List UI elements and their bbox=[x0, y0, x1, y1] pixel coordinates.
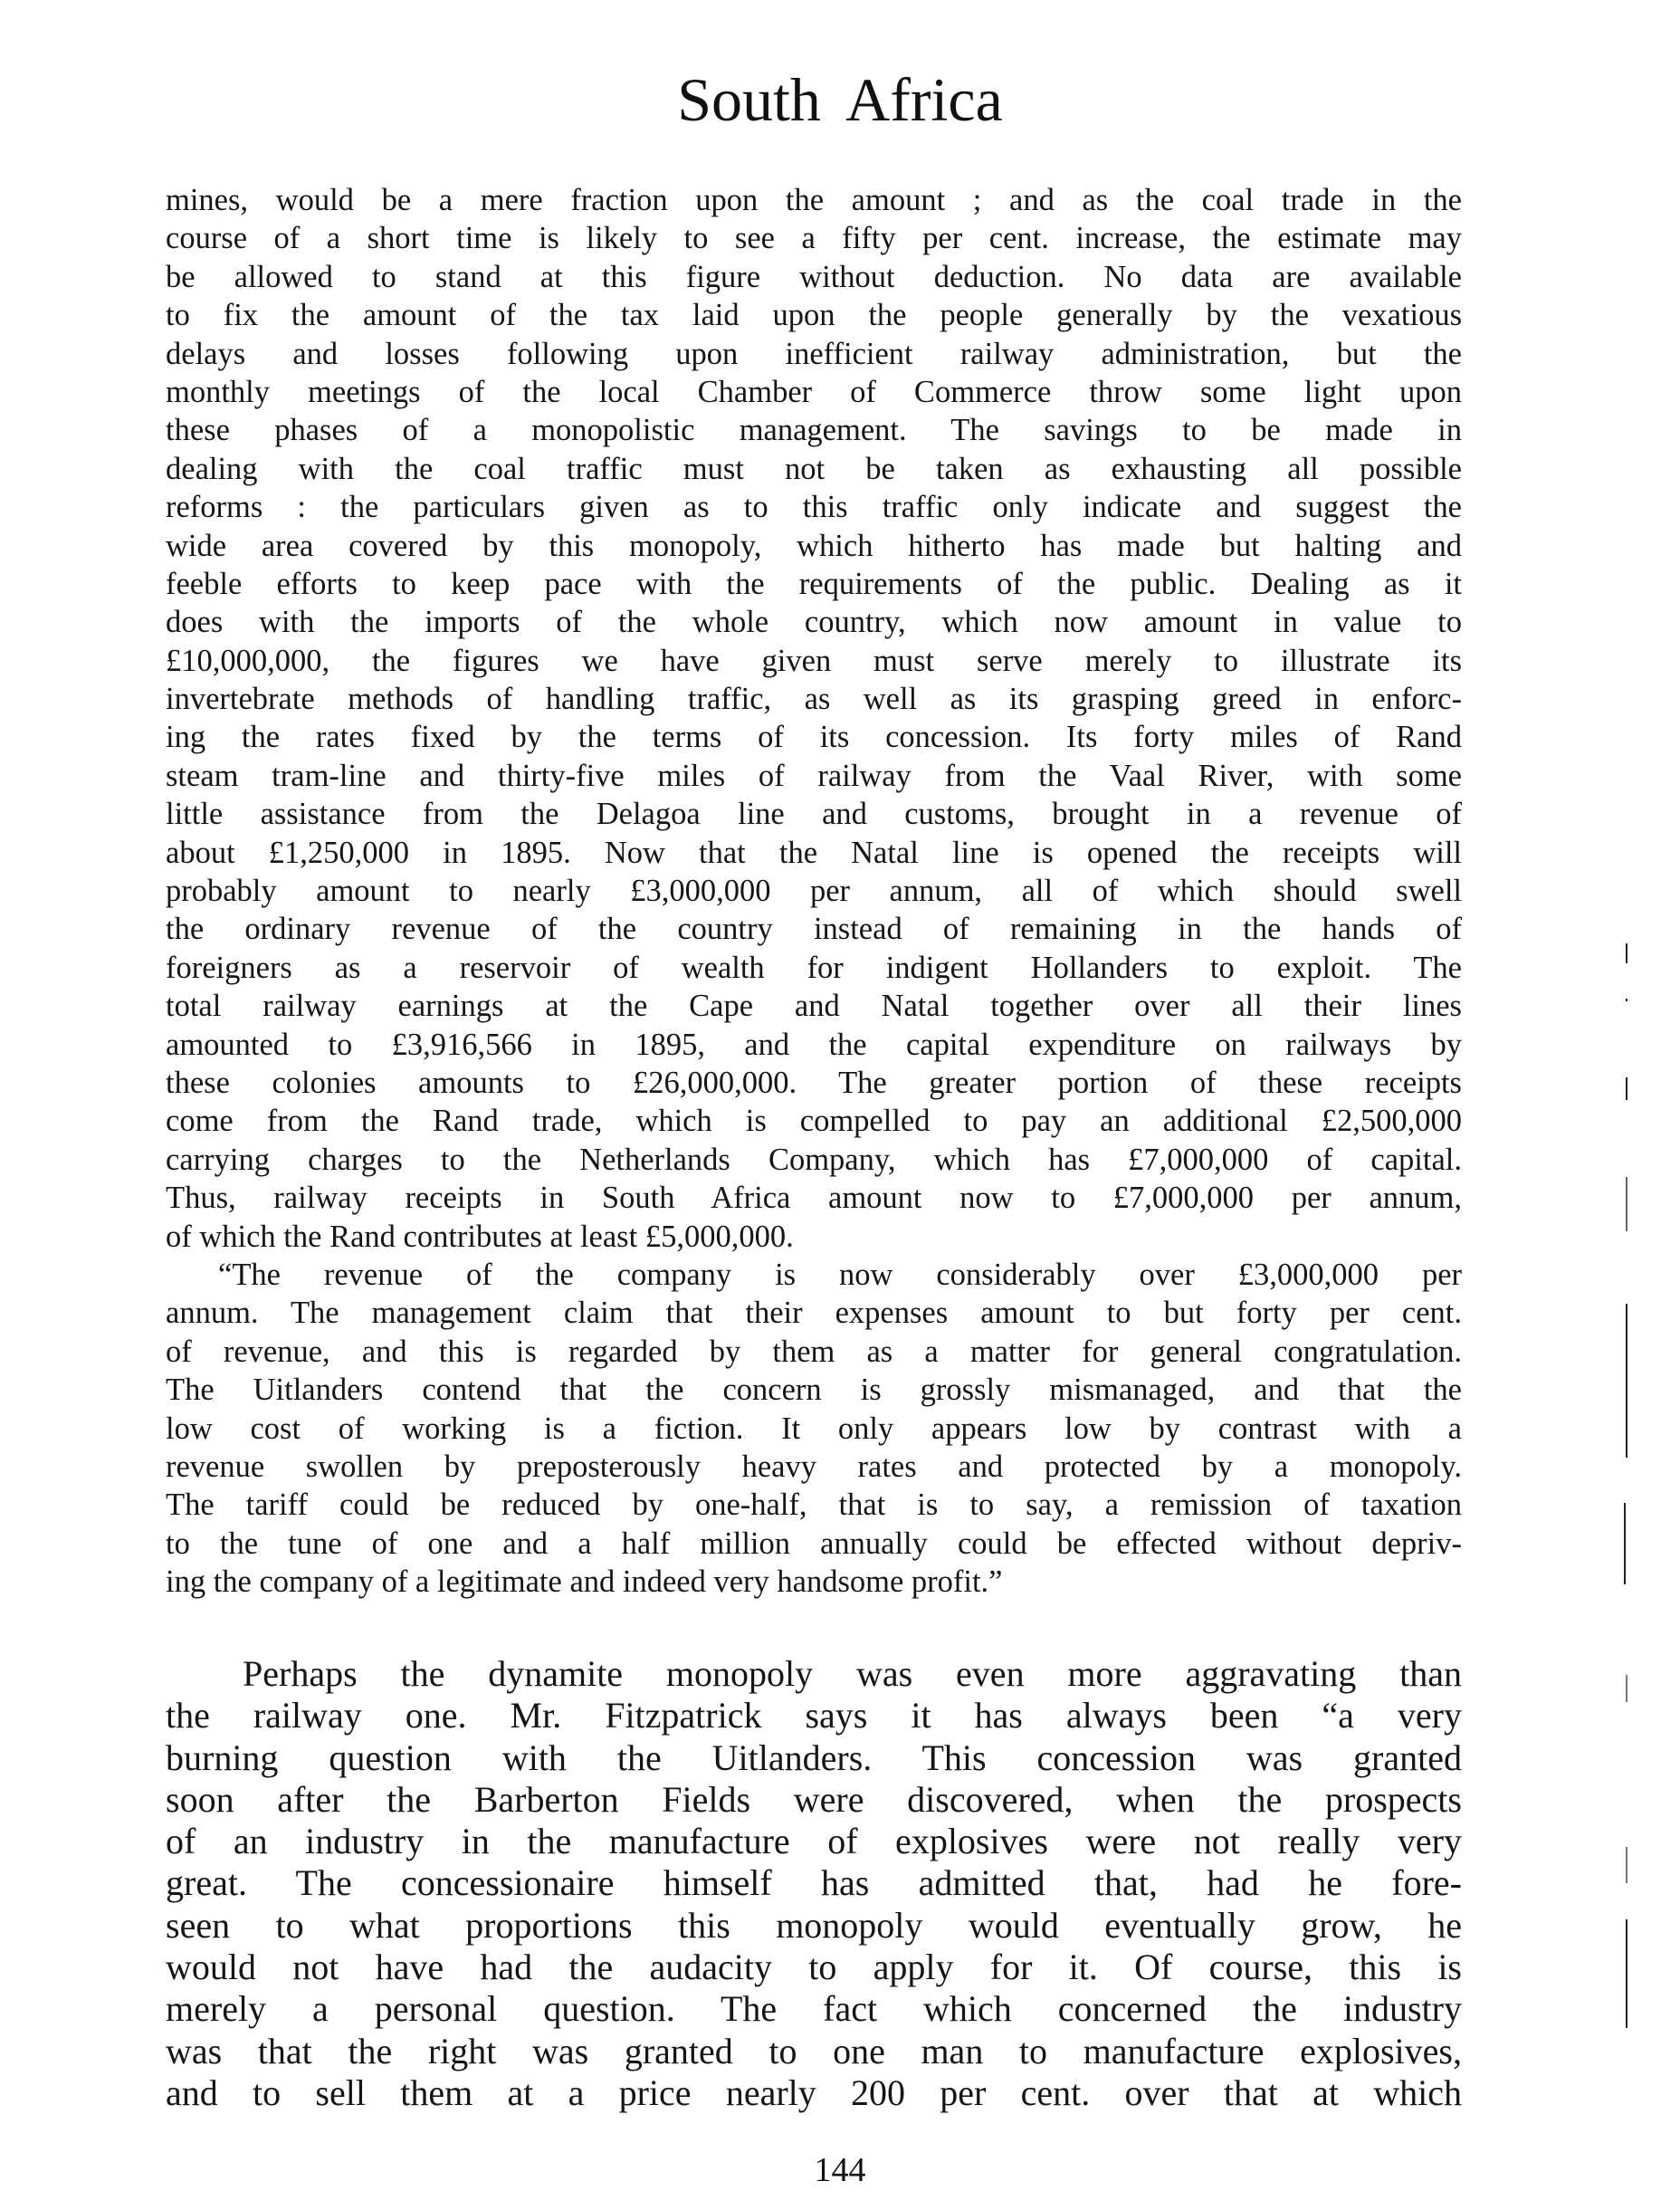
paragraph-dynamite-monopoly bbox=[166, 1653, 1462, 2114]
text-line: to the tune of one and a half million annually could be effected without depriv- bbox=[166, 1526, 1462, 1561]
text-line: little assistance from the Delagoa line and customs, brought in a revenue of bbox=[166, 797, 1462, 832]
scan-artifact bbox=[1626, 1077, 1628, 1100]
text-line: be allowed to stand at this figure without deduction. No data are available bbox=[166, 259, 1462, 294]
text-line: about £1,250,000 in 1895. Now that the Natal line is opened the receipts will bbox=[166, 835, 1462, 870]
text-line: amounted to £3,916,566 in 1895, and the capital expenditure on railways by bbox=[166, 1027, 1462, 1062]
text-line: The Uitlanders contend that the concern is grossly mismanaged, and that the bbox=[166, 1373, 1462, 1408]
scan-artifact bbox=[1624, 1503, 1626, 1584]
text-line: revenue swollen by preposterously heavy rates and protected by a monopoly. bbox=[166, 1449, 1462, 1484]
text-line: seen to what proportions this monopoly would eventually grow, he bbox=[166, 1904, 1462, 1946]
text-line: monthly meetings of the local Chamber of Commerce throw some light upon bbox=[166, 374, 1462, 409]
scan-artifact bbox=[1626, 1675, 1628, 1702]
scan-artifact bbox=[1626, 943, 1628, 963]
text-line: annum. The management claim that their expenses amount to but forty per cent. bbox=[166, 1296, 1462, 1331]
text-line: ing the rates fixed by the terms of its concession. Its forty miles of Rand bbox=[166, 720, 1462, 755]
large-type-block bbox=[166, 1653, 1462, 2114]
text-line: low cost of working is a fiction. It only appears low by contrast with a bbox=[166, 1411, 1462, 1446]
text-line: and to sell them at a price nearly 200 per cent. over that at which bbox=[166, 2071, 1462, 2113]
text-line: the railway one. Mr. Fitzpatrick says it has always been “a very bbox=[166, 1695, 1462, 1736]
text-line: The tariff could be reduced by one-half, that is to say, a remission of taxation bbox=[166, 1488, 1462, 1523]
text-line: great. The concessionaire himself has admitted that, had he fore- bbox=[166, 1862, 1462, 1904]
scan-artifact bbox=[1626, 1304, 1628, 1458]
text-line: does with the imports of the whole country, which now amount in value to bbox=[166, 605, 1462, 640]
text-line: foreigners as a reservoir of wealth for indigent Hollanders to exploit. The bbox=[166, 950, 1462, 985]
text-line: of an industry in the manufacture of explosives were not really very bbox=[166, 1821, 1462, 1862]
text-line: reforms : the particulars given as to this traffic only indicate and suggest the bbox=[166, 490, 1462, 525]
text-line: come from the Rand trade, which is compelled to pay an additional £2,500,000 bbox=[166, 1104, 1462, 1139]
text-line: was that the right was granted to one man to manufacture explosives, bbox=[166, 2030, 1462, 2071]
scan-artifact bbox=[1626, 1177, 1628, 1231]
scan-artifact bbox=[1626, 1919, 1628, 2028]
small-type-block bbox=[166, 181, 1462, 1601]
text-line: these colonies amounts to £26,000,000. The greater portion of these receipts bbox=[166, 1065, 1462, 1100]
text-line: “The revenue of the company is now considerably over £3,000,000 per bbox=[218, 1257, 1462, 1292]
text-line: wide area covered by this monopoly, which hitherto has made but halting and bbox=[166, 528, 1462, 563]
text-line: course of a short time is likely to see a fifty per cent. increase, the estimate may bbox=[166, 221, 1462, 256]
text-line: total railway earnings at the Cape and Natal together over all their lines bbox=[166, 989, 1462, 1024]
quoted-paragraph bbox=[166, 1256, 1462, 1602]
text-line: burning question with the Uitlanders. This concession was granted bbox=[166, 1736, 1462, 1778]
text-line: merely a personal question. The fact which concerned the industry bbox=[166, 1988, 1462, 2030]
text-line: Thus, railway receipts in South Africa amount now to £7,000,000 per annum, bbox=[166, 1181, 1462, 1216]
text-line: ing the company of a legitimate and indeed very handsome profit.” bbox=[166, 1564, 1003, 1600]
text-line: feeble efforts to keep pace with the requirements of the public. Dealing as it bbox=[166, 566, 1462, 601]
running-head: South Africa bbox=[677, 65, 1003, 134]
text-line: these phases of a monopolistic management. The savings to be made in bbox=[166, 413, 1462, 448]
text-line: of which the Rand contributes at least £5,000,000. bbox=[166, 1219, 794, 1254]
text-line: would not have had the audacity to apply for it. Of course, this is bbox=[166, 1947, 1462, 1988]
text-line: steam tram-line and thirty-five miles of railway from the Vaal River, with some bbox=[166, 758, 1462, 793]
text-line: carrying charges to the Netherlands Company, which has £7,000,000 of capital. bbox=[166, 1142, 1462, 1177]
text-line: the ordinary revenue of the country instead of remaining in the hands of bbox=[166, 912, 1462, 947]
page-number: 144 bbox=[814, 2151, 866, 2189]
text-line: soon after the Barberton Fields were discovered, when the prospects bbox=[166, 1778, 1462, 1820]
scan-artifact bbox=[1626, 1847, 1628, 1883]
scan-artifact bbox=[1626, 999, 1628, 1001]
text-line: £10,000,000, the figures we have given must serve merely to illustrate its bbox=[166, 643, 1462, 678]
text-line: dealing with the coal traffic must not be taken as exhausting all possible bbox=[166, 451, 1462, 486]
text-line: of revenue, and this is regarded by them as a matter for general congratulation. bbox=[166, 1334, 1462, 1369]
paragraph-railway-revenue bbox=[166, 181, 1462, 1256]
text-line: mines, would be a mere fraction upon the amount ; and as the coal trade in the bbox=[166, 183, 1462, 217]
text-line: probably amount to nearly £3,000,000 per annum, all of which should swell bbox=[166, 874, 1462, 909]
text-line: delays and losses following upon inefficient railway administration, but the bbox=[166, 336, 1462, 371]
text-line: invertebrate methods of handling traffic, as well as its grasping greed in enforc- bbox=[166, 682, 1462, 717]
text-line: to fix the amount of the tax laid upon the people generally by the vexatious bbox=[166, 298, 1462, 333]
text-line: Perhaps the dynamite monopoly was even more aggravating than bbox=[243, 1653, 1462, 1694]
